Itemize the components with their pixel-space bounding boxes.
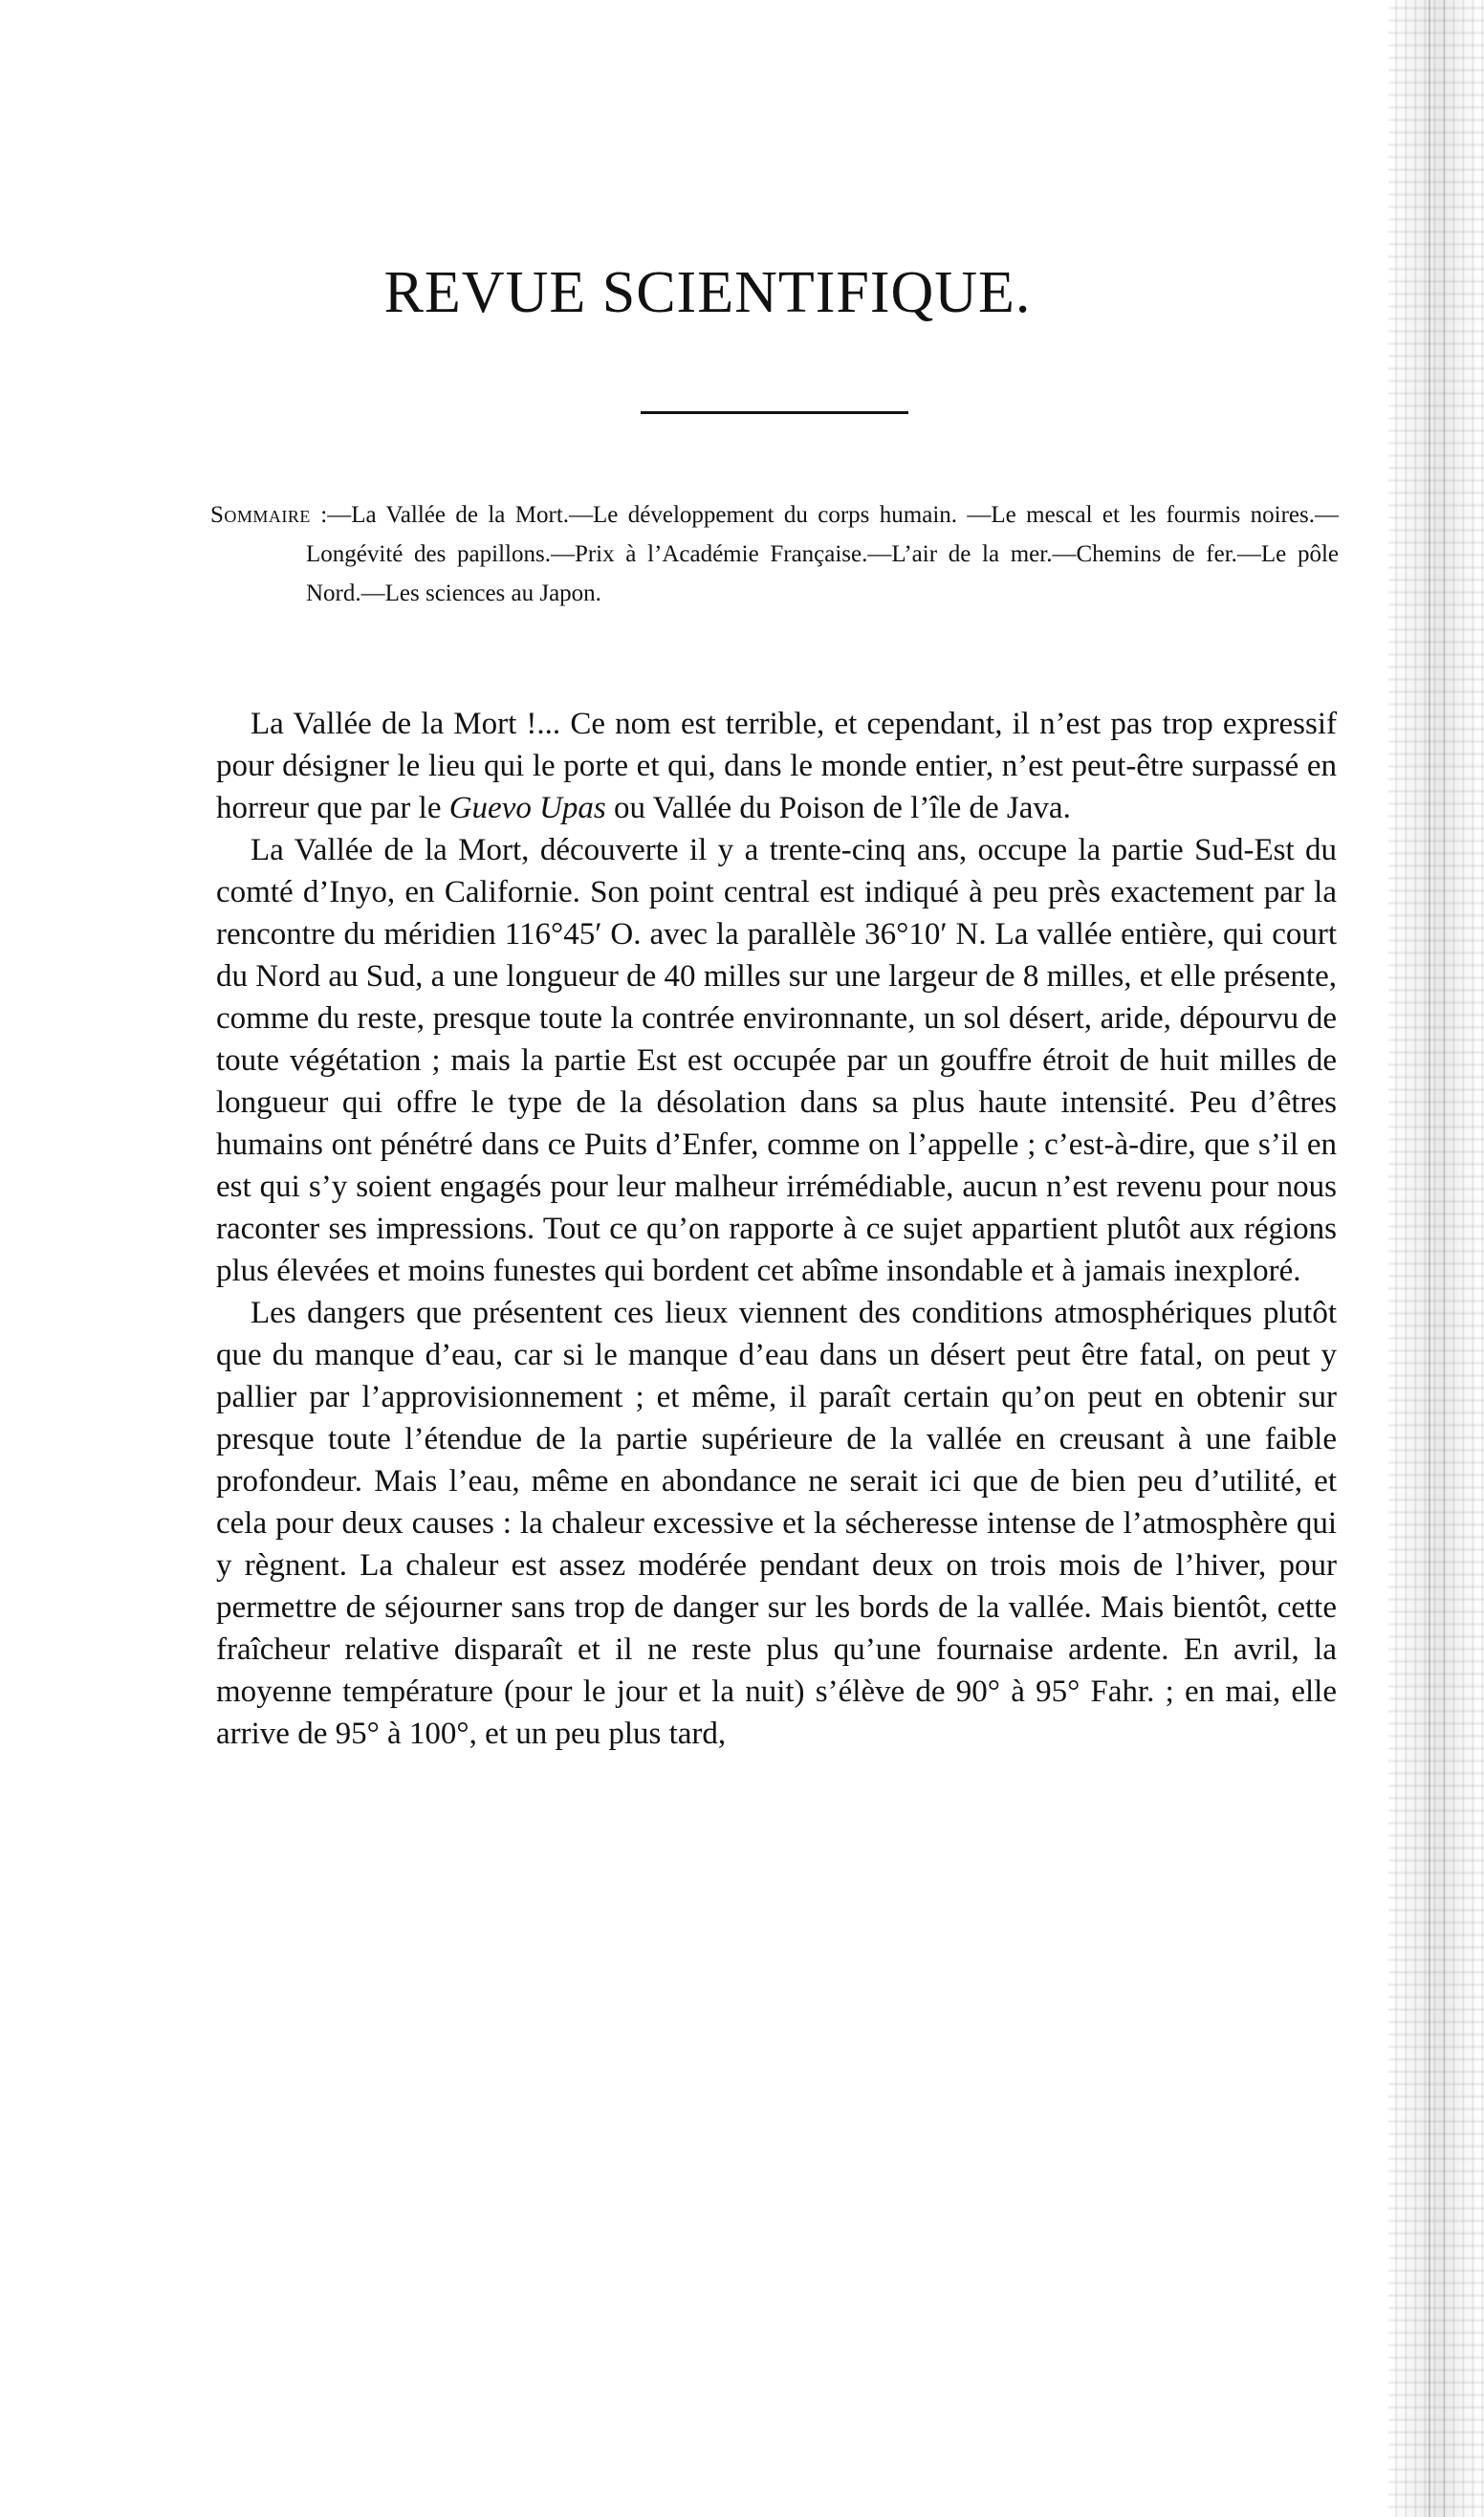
paragraph-3: Les dangers que présentent ces lieux viennent des conditions atmosphériques plutôt que du manque d’eau, car si le manque d’eau dans un désert peut être fatal, on peut y pallier par l’approvisionnement ; et même, il paraît certain qu’on peut en obtenir sur presque toute l’étendue de la partie supérieure de la vallée en creusant à une faible profondeur. Mais l’eau, même en abondance ne serait ici que de bien peu d’utilité, et cela pour deux causes : la chaleur excessive et la sécheresse intense de l’atmosphère qui y règnent. La chaleur est assez modérée pendant deux on trois mois de l’hiver, pour permettre de séjourner sans trop de danger sur les bords de la vallée. Mais bientôt, cette fraîcheur relative disparaît et il ne reste plus qu’une fournaise ardente. En avril, la moyenne température (pour le jour et la nuit) s’élève de 90° à 95° Fahr. ; en mai, elle arrive de 95° à 100°, et un peu plus tard, — [216, 1296, 1337, 1751]
article-body — [216, 703, 1337, 1755]
paragraph-1-italic: Guevo Upas — [448, 791, 606, 825]
title-rule — [641, 411, 908, 414]
scan-edge-noise — [1388, 0, 1484, 2517]
page-title: REVUE SCIENTIFIQUE. — [383, 260, 1032, 325]
paragraph-1-tail: ou Vallée du Poison de l’île de Java. — [605, 791, 1071, 825]
summary-label: Sommaire — [210, 502, 311, 528]
paragraph-1-lead: La Vallée de la Mort !... Ce nom est terrible, et cependant, il n’est pas trop expressif pour désigner le lieu qui le porte et qui, dans le monde entier, n’est peut-être surpassé en horreur que par le — [216, 707, 1337, 825]
summary-text-wrapper — [210, 495, 1339, 613]
summary-text: :—La Vallée de la Mort.—Le développement du corps humain. —Le mescal et les fourmis noires.—Longévité des papillons.—Prix à l’Académie Française.—L’air de la mer.—Chemins de fer.—Le pôle Nord.—Les sciences au Japon. — [306, 502, 1339, 606]
summary-block — [210, 495, 1339, 613]
paragraph-1 — [216, 703, 1337, 829]
paragraph-2: La Vallée de la Mort, découverte il y a trente-cinq ans, occupe la partie Sud-Est du comté d’Inyo, en Californie. Son point central est indiqué à peu près exactement par la rencontre du méridien 116°45′ O. avec la parallèle 36°10′ N. La vallée entière, qui court du Nord au Sud, a une longueur de 40 milles sur une largeur de 8 milles, et elle présente, comme du reste, presque toute la contrée environnante, un sol désert, aride, dépourvu de toute végétation ; mais la partie Est est occupée par un gouffre étroit de huit milles de longueur qui offre le type de la désolation dans sa plus haute intensité. Peu d’êtres humains ont pénétré dans ce Puits d’Enfer, comme on l’appelle ; c’est-à-dire, que s’il en est qui s’y soient engagés pour leur malheur irrémédiable, aucun n’est revenu pour nous raconter ses impressions. Tout ce qu’on rapporte à ce sujet appartient plutôt aux régions plus élevées et moins funestes qui bordent cet abîme insondable et à jamais inexploré. — [216, 833, 1337, 1288]
